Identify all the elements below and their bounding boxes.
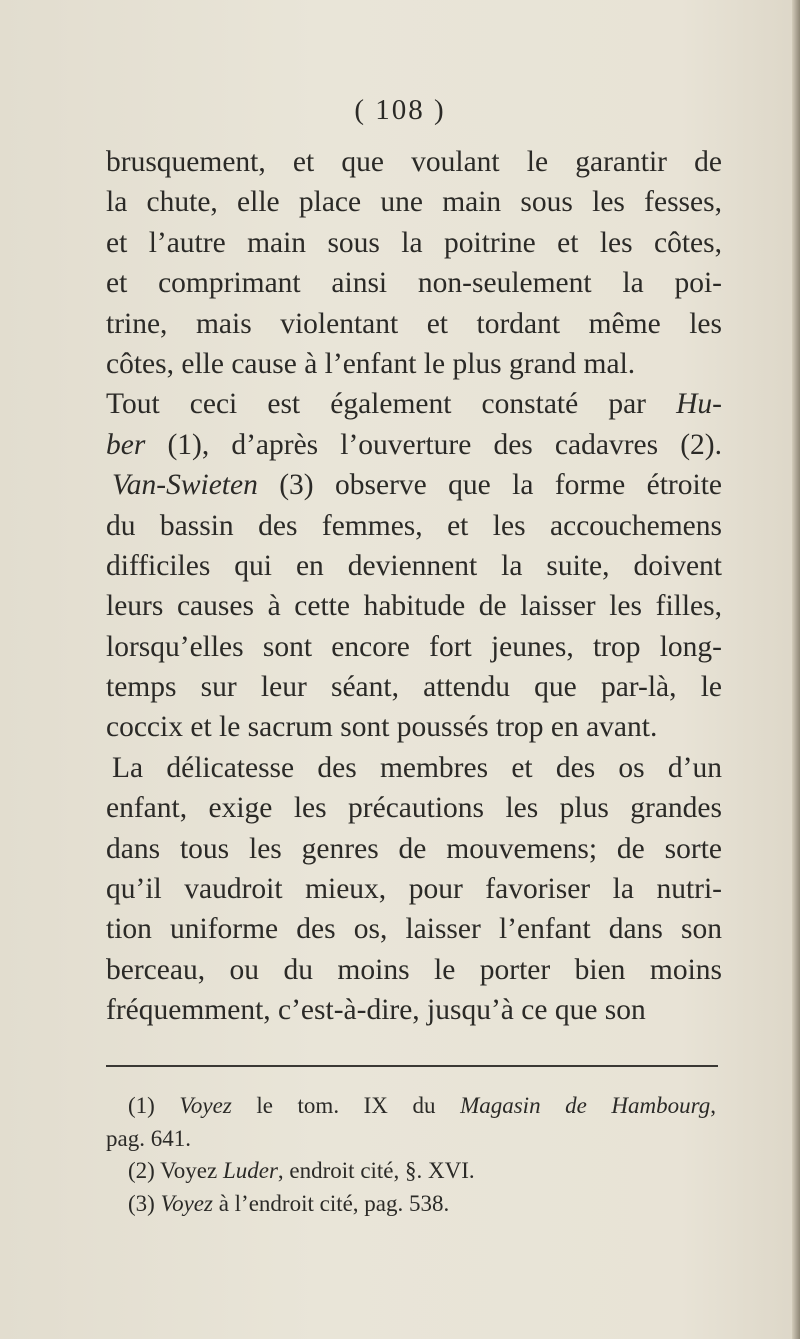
italic-span: Voyez [160, 1190, 213, 1216]
text-line: tion uniforme des os, laisser l’enfant dans son [106, 913, 722, 946]
text-line: la chute, elle place une main sous les fesses, [106, 186, 722, 219]
text-line: difficiles qui en deviennent la suite, doivent [106, 549, 722, 582]
text-line: coccix et le sacrum sont poussés trop en avant. [106, 711, 658, 744]
footnote-line: (3) Voyez à l’endroit cité, pag. 538. [128, 1190, 450, 1216]
page-number: ( 108 ) [354, 94, 446, 126]
italic-span: Van-Swieten [112, 469, 258, 502]
text-line: temps sur leur séant, attendu que par-là, le [106, 671, 722, 704]
text-line: brusquement, et que voulant le garantir de [106, 146, 722, 178]
text-line: du bassin des femmes, et les accouchemens [106, 509, 722, 542]
text-line: qu’il vaudroit mieux, pour favoriser la nutri- [106, 873, 722, 906]
italic-span: ber [106, 428, 146, 461]
italic-span: Hu- [676, 388, 722, 421]
text-line: enfant, exige les précautions les plus grandes [106, 792, 722, 825]
text-line: La délicatesse des membres et des os d’un [112, 751, 722, 784]
page-edge [792, 0, 800, 1339]
footnotes [106, 1090, 716, 1220]
italic-span: Voyez [179, 1093, 232, 1118]
body-text [106, 142, 722, 1031]
text-line: côtes, elle cause à l’enfant le plus grand mal. [106, 347, 636, 380]
text-line: dans tous les genres de mouvemens; de sorte [106, 832, 722, 865]
text-line: trine, mais violentant et tordant même les [106, 307, 722, 340]
text-line: lorsqu’elles sont encore fort jeunes, trop long- [106, 630, 722, 663]
text-line: Van-Swieten (3) observe que la forme étroite [112, 469, 722, 502]
text-line: et l’autre main sous la poitrine et les côtes, [106, 226, 722, 259]
text-line: ber (1), d’après l’ouverture des cadavres (2). [106, 428, 722, 461]
footnote-line: (2) Voyez Luder, endroit cité, §. XVI. [128, 1158, 475, 1183]
italic-span: Magasin de Hambourg [460, 1093, 711, 1118]
text-line: leurs causes à cette habitude de laisser les filles, [106, 590, 722, 623]
footnote-line: pag. 641. [106, 1125, 191, 1151]
text-line: et comprimant ainsi non-seulement la poi- [106, 267, 722, 300]
text-line: fréquemment, c’est-à-dire, jusqu’à ce que son [106, 994, 646, 1027]
text-line: berceau, ou du moins le porter bien moins [106, 953, 722, 986]
italic-span: Luder [222, 1158, 278, 1183]
footnote-rule [106, 1065, 718, 1067]
footnote-line: (1) Voyez le tom. IX du Magasin de Hambourg, [128, 1093, 716, 1118]
text-line: Tout ceci est également constaté par Hu- [106, 388, 722, 421]
